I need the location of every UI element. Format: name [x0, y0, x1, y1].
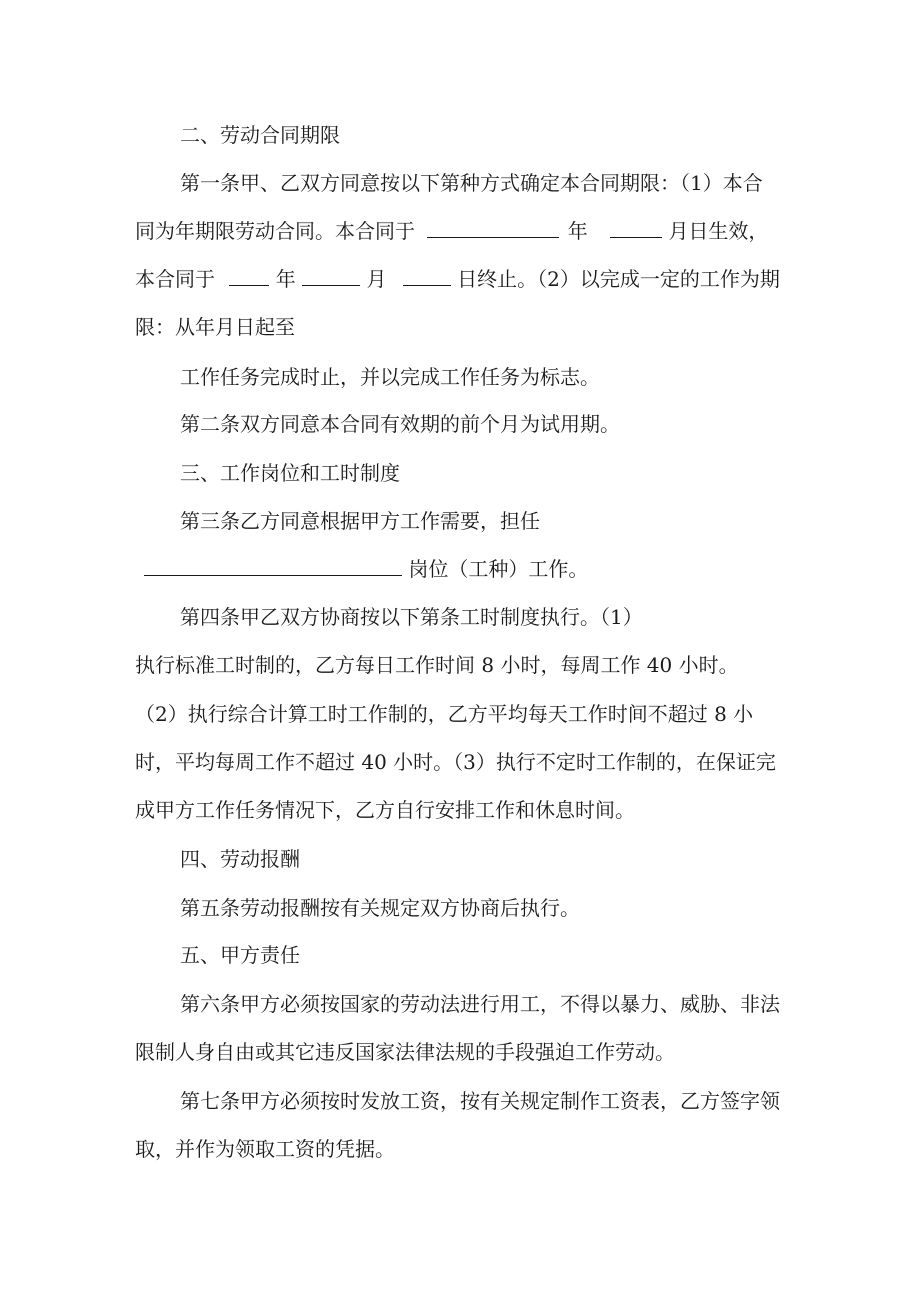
- end-day-blank[interactable]: [403, 267, 451, 286]
- article-1-line-3: [135, 266, 780, 292]
- article-3-line-2-text: 岗位（工种）工作。: [408, 557, 589, 581]
- article-1-line-1: 第一条甲、乙双方同意按以下第种方式确定本合同期限：（1）本合: [180, 171, 763, 195]
- article-6-line-1: 第六条甲方必须按国家的劳动法进行用工，不得以暴力、威胁、非法: [180, 992, 780, 1016]
- article-4-line-4: 时，平均每周工作不超过 40 小时。（3）执行不定时工作制的，在保证完: [135, 750, 776, 774]
- article-1-line-2-text-c: 月日生效，: [668, 219, 769, 243]
- article-5: 第五条劳动报酬按有关规定双方协商后执行。: [180, 896, 580, 920]
- article-1-line-3-text-c: 月: [366, 267, 387, 291]
- article-1-line-3-text-a: 本合同于: [135, 267, 215, 291]
- article-4-line-5: 成甲方工作任务情况下，乙方自行安排工作和休息时间。: [135, 798, 635, 822]
- article-1-line-2-text-b: 年: [567, 219, 588, 243]
- article-1-line-3-text-b: 年: [275, 267, 296, 291]
- article-6-line-2: 限制人身自由或其它违反国家法律法规的手段强迫工作劳动。: [135, 1040, 675, 1064]
- article-1-line-2-text-a: 同为年期限劳动合同。本合同于: [135, 219, 415, 243]
- start-year-blank[interactable]: [427, 219, 559, 238]
- start-month-blank[interactable]: [610, 219, 662, 238]
- article-7-line-1: 第七条甲方必须按时发放工资，按有关规定制作工资表，乙方签字领: [180, 1089, 780, 1113]
- article-4-line-1: 第四条甲乙双方协商按以下第条工时制度执行。（1）: [180, 605, 643, 629]
- end-year-blank[interactable]: [229, 267, 269, 286]
- section-heading-party-a-duties: 五、甲方责任: [180, 943, 300, 967]
- article-3-line-2: [144, 556, 588, 582]
- article-1-line-4: 限：从年月日起至: [135, 315, 295, 339]
- article-7-line-2: 取，并作为领取工资的凭据。: [135, 1137, 395, 1161]
- article-1-line-3-text-d: 日终止。（2）以完成一定的工作为期: [457, 267, 780, 291]
- section-heading-job-hours: 三、工作岗位和工时制度: [180, 461, 400, 485]
- section-heading-contract-term: 二、劳动合同期限: [180, 123, 340, 147]
- article-1-line-5: 工作任务完成时止，并以完成工作任务为标志。: [180, 365, 600, 389]
- section-heading-remuneration: 四、劳动报酬: [180, 847, 300, 871]
- article-1-line-2: [135, 218, 768, 244]
- article-4-line-2: 执行标准工时制的，乙方每日工作时间 8 小时，每周工作 40 小时。: [135, 653, 739, 677]
- end-month-blank[interactable]: [302, 267, 360, 286]
- article-4-line-3: （2）执行综合计算工时工作制的，乙方平均每天工作时间不超过 8 小: [135, 702, 754, 726]
- position-blank[interactable]: [144, 557, 402, 576]
- article-3-line-1: 第三条乙方同意根据甲方工作需要，担任: [180, 509, 540, 533]
- article-2: 第二条双方同意本合同有效期的前个月为试用期。: [180, 412, 620, 436]
